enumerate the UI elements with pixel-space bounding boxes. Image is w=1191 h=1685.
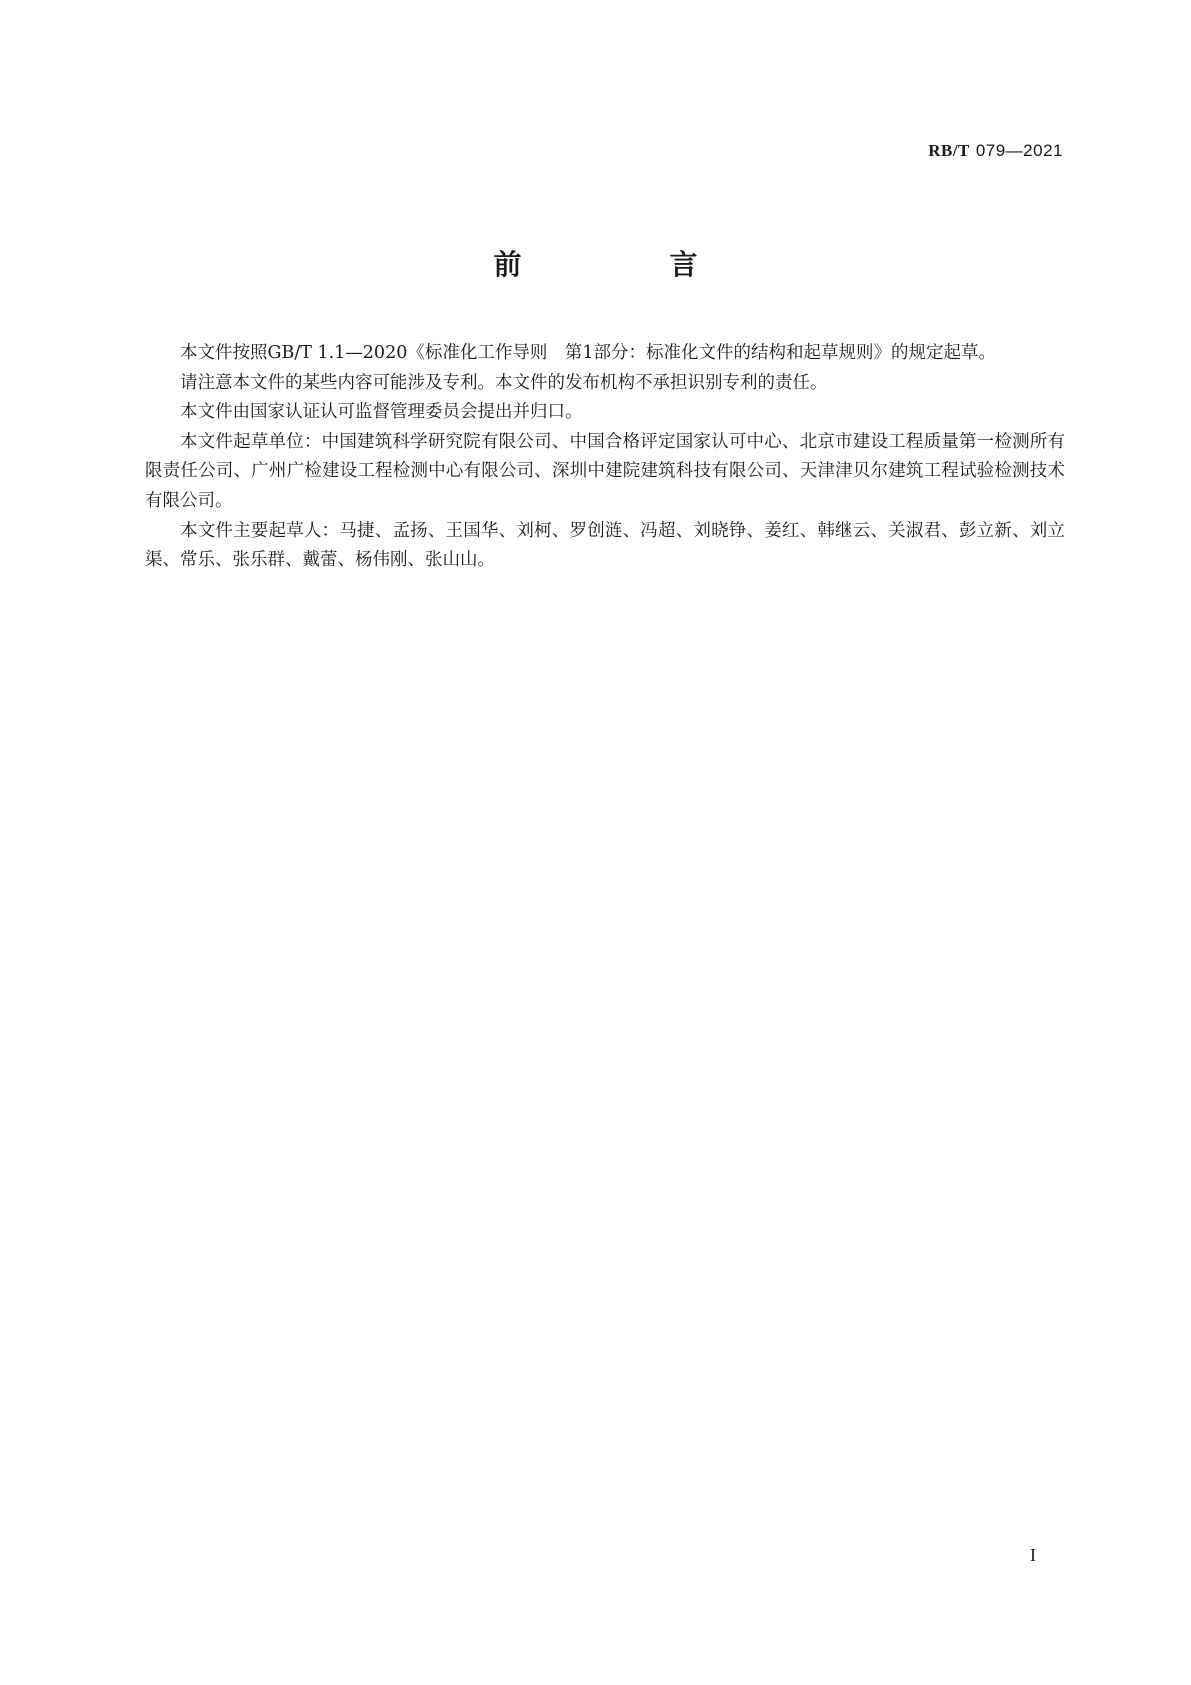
paragraph-proposer: 本文件由国家认证认可监督管理委员会提出并归口。 xyxy=(180,402,583,423)
preface-body xyxy=(145,339,1065,576)
document-code-number: 079—2021 xyxy=(975,141,1063,160)
paragraph-patent-notice: 请注意本文件的某些内容可能涉及专利。本文件的发布机构不承担识别专利的责任。 xyxy=(180,372,828,393)
document-code xyxy=(928,141,1063,161)
preface-heading: 前 言 xyxy=(493,248,758,281)
page-number: I xyxy=(1030,1545,1036,1565)
paragraph-drafters: 本文件主要起草人：马捷、孟扬、王国华、刘柯、罗创涟、冯超、刘晓铮、姜红、韩继云、关淑君、彭立新、刘立渠、常乐、张乐群、戴蕾、杨伟刚、张山山。 xyxy=(145,520,1065,571)
document-code-prefix: RB/T xyxy=(928,141,970,160)
paragraph-drafting-units: 本文件起草单位：中国建筑科学研究院有限公司、中国合格评定国家认可中心、北京市建设工程质量第一检测所有限责任公司、广州广检建设工程检测中心有限公司、深圳中建院建筑科技有限公司、天津津贝尔建筑工程试验检测技术有限公司。 xyxy=(145,431,1065,511)
paragraph-drafting-basis: 本文件按照GB/T 1.1—2020《标准化工作导则 第1部分：标准化文件的结构和起草规则》的规定起草。 xyxy=(180,343,996,363)
